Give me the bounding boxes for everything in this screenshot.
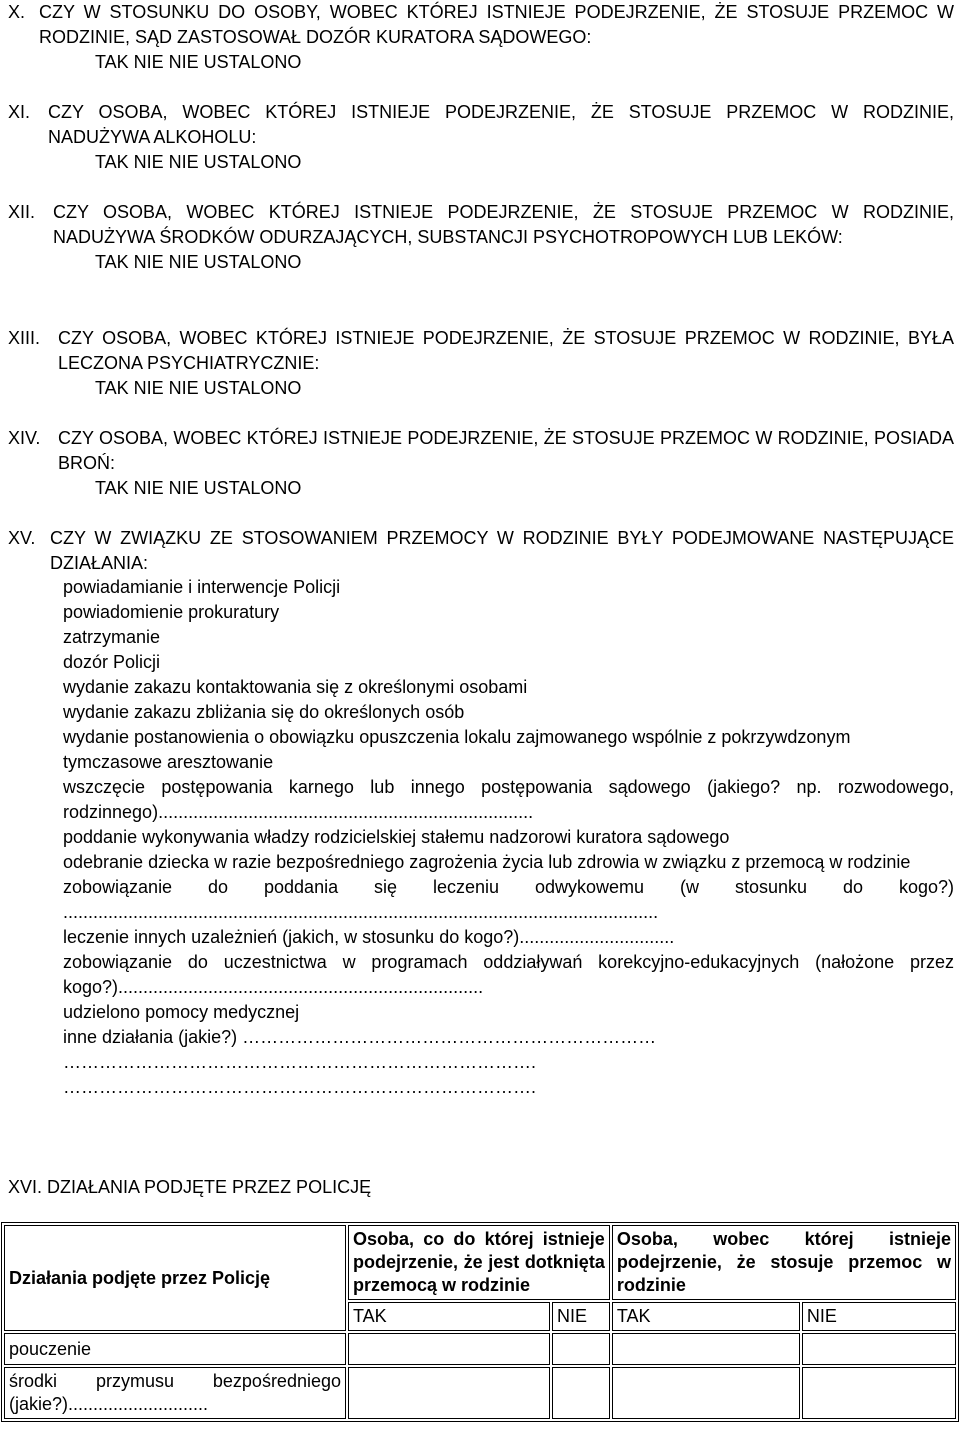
action-item: dozór Policji (63, 652, 161, 672)
section-title: CZY W ZWIĄZKU ZE STOSOWANIEM PRZEMOCY W RODZINIE BYŁY PODEJMOWANE NASTĘPUJĄCE DZIAŁANIA: (50, 528, 954, 573)
victim-nie: NIE (552, 1302, 610, 1331)
action-item: wydanie zakazu kontaktowania się z określonymi osobami (63, 677, 528, 697)
action-item: powiadomienie prokuratury (63, 602, 280, 622)
answer-options: TAK NIE NIE USTALONO (95, 52, 302, 72)
action-item: tymczasowe aresztowanie (63, 752, 274, 772)
cell (348, 1333, 550, 1365)
action-item: ……………………………………………………………………. (63, 1077, 537, 1097)
section-xiv (8, 426, 954, 501)
cell (552, 1367, 610, 1419)
cell (612, 1367, 800, 1419)
cell (802, 1333, 956, 1365)
cell (348, 1367, 550, 1419)
cell (612, 1333, 800, 1365)
perp-nie: NIE (802, 1302, 956, 1331)
police-actions-table (1, 1222, 959, 1422)
section-number: XI. (8, 102, 31, 122)
header-victim: Osoba, co do której istnieje podejrzenie, że jest dotknięta przemocą w rodzinie (348, 1225, 610, 1300)
section-title: CZY OSOBA, WOBEC KTÓREJ ISTNIEJE PODEJRZENIE, ŻE STOSUJE PRZEMOC W RODZINIE, BYŁA LECZONA PSYCHIATRYCZNIE: (58, 328, 954, 373)
victim-tak: TAK (348, 1302, 550, 1331)
action-item: ……………………………………………………………………. (63, 1052, 537, 1072)
section-number: XII. (8, 202, 36, 222)
section-title: CZY OSOBA, WOBEC KTÓREJ ISTNIEJE PODEJRZENIE, ŻE STOSUJE PRZEMOC W RODZINIE, NADUŻYWA ŚRODKÓW ODURZAJĄCYCH, SUBSTANCJI PSYCHOTROPOWYCH LUB LEKÓW: (53, 202, 954, 247)
section-xiii (8, 326, 954, 401)
section-x (8, 0, 954, 75)
section-xvi-title: XVI. DZIAŁANIA PODJĘTE PRZEZ POLICJĘ (8, 1177, 372, 1197)
perp-tak: TAK (612, 1302, 800, 1331)
section-title: CZY OSOBA, WOBEC KTÓREJ ISTNIEJE PODEJRZENIE, ŻE STOSUJE PRZEMOC W RODZINIE, POSIADA BROŃ: (58, 428, 954, 473)
section-xv (8, 526, 954, 576)
answer-options: TAK NIE NIE USTALONO (95, 378, 302, 398)
action-item: zatrzymanie (63, 627, 161, 647)
action-item: wydanie postanowienia o obowiązku opuszczenia lokalu zajmowanego wspólnie z pokrzywdzonym (63, 727, 851, 747)
header-perpetrator: Osoba, wobec której istnieje podejrzenie, że stosuje przemoc w rodzinie (612, 1225, 956, 1300)
action-item: zobowiązanie do uczestnictwa w programach oddziaływań korekcyjno-edukacyjnych (nałożone przez kogo?)......................................................................... (63, 952, 954, 997)
action-item: wydanie zakazu zbliżania się do określonych osób (63, 702, 465, 722)
action-item: poddanie wykonywania władzy rodzicielskiej stałemu nadzorowi kuratora sądowego (63, 827, 730, 847)
row-label: pouczenie (4, 1333, 346, 1365)
section-title: CZY W STOSUNKU DO OSOBY, WOBEC KTÓREJ ISTNIEJE PODEJRZENIE, ŻE STOSUJE PRZEMOC W RODZINIE, SĄD ZASTOSOWAŁ DOZÓR KURATORA SĄDOWEGO: (39, 2, 954, 47)
cell (802, 1367, 956, 1419)
section-xii (8, 200, 954, 275)
section-title: CZY OSOBA, WOBEC KTÓREJ ISTNIEJE PODEJRZENIE, ŻE STOSUJE PRZEMOC W RODZINIE, NADUŻYWA ALKOHOLU: (48, 102, 954, 147)
row-label: środki przymusu bezpośredniego (jakie?)............................ (4, 1367, 346, 1419)
section-xi (8, 100, 954, 175)
action-item: powiadamianie i interwencje Policji (63, 577, 341, 597)
action-item: wszczęcie postępowania karnego lub innego postępowania sądowego (jakiego? np. rozwodowego, rodzinnego)........................................................................... (63, 777, 954, 822)
section-number: XIV. (8, 428, 41, 448)
answer-options: TAK NIE NIE USTALONO (95, 478, 302, 498)
section-number: X. (8, 2, 26, 22)
cell (552, 1333, 610, 1365)
section-number: XV. (8, 528, 36, 548)
answer-options: TAK NIE NIE USTALONO (95, 252, 302, 272)
action-item: zobowiązanie do poddania się leczeniu odwykowemu (w stosunku do kogo?) ....................................................................................................................... (63, 877, 954, 922)
action-item: udzielono pomocy medycznej (63, 1002, 300, 1022)
action-item: leczenie innych uzależnień (jakich, w stosunku do kogo?)............................... (63, 927, 675, 947)
action-item: inne działania (jakie?) …………………………………………………………… (63, 1027, 657, 1047)
section-number: XIII. (8, 328, 41, 348)
answer-options: TAK NIE NIE USTALONO (95, 152, 302, 172)
actions-list (63, 575, 954, 1100)
action-item: odebranie dziecka w razie bezpośredniego zagrożenia życia lub zdrowia w związku z przemocą w rodzinie (63, 852, 911, 872)
header-police-actions: Działania podjęte przez Policję (4, 1225, 346, 1331)
